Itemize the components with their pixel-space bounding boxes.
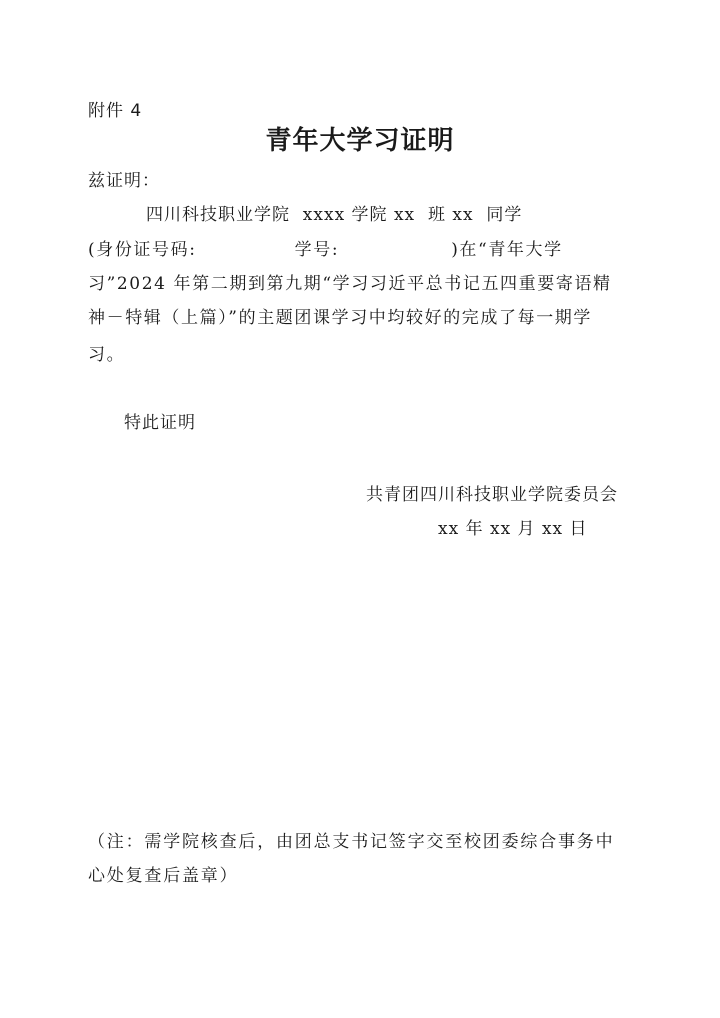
issuing-organization: 共青团四川科技职业学院委员会 bbox=[366, 485, 618, 505]
document-title: 青年大学习证明 bbox=[265, 126, 455, 156]
body-line-2: 习”2024 年第二期到第九期“学习习近平总书记五四重要寄语精 bbox=[88, 274, 612, 294]
body-line-3: 神－特辑（上篇）”的主题团课学习中均较好的完成了每一期学 bbox=[88, 308, 592, 328]
hereby-certify-text: 特此证明 bbox=[124, 413, 196, 433]
note-line-1: （注：需学院核查后，由团总支书记签字交至校团委综合事务中 bbox=[88, 832, 615, 852]
note-line-2: 心处复查后盖章） bbox=[88, 866, 239, 886]
opening-text: 兹证明： bbox=[88, 171, 160, 191]
body-line-1: (身份证号码: 学号: )在“青年大学 bbox=[88, 240, 563, 260]
issue-date: xx 年 xx 月 xx 日 bbox=[438, 519, 588, 539]
body-line-4: 习。 bbox=[88, 345, 126, 365]
attachment-label: 附件 4 bbox=[88, 101, 143, 121]
student-info-line: 四川科技职业学院 xxxx 学院 xx 班 xx 同学 bbox=[146, 205, 523, 225]
